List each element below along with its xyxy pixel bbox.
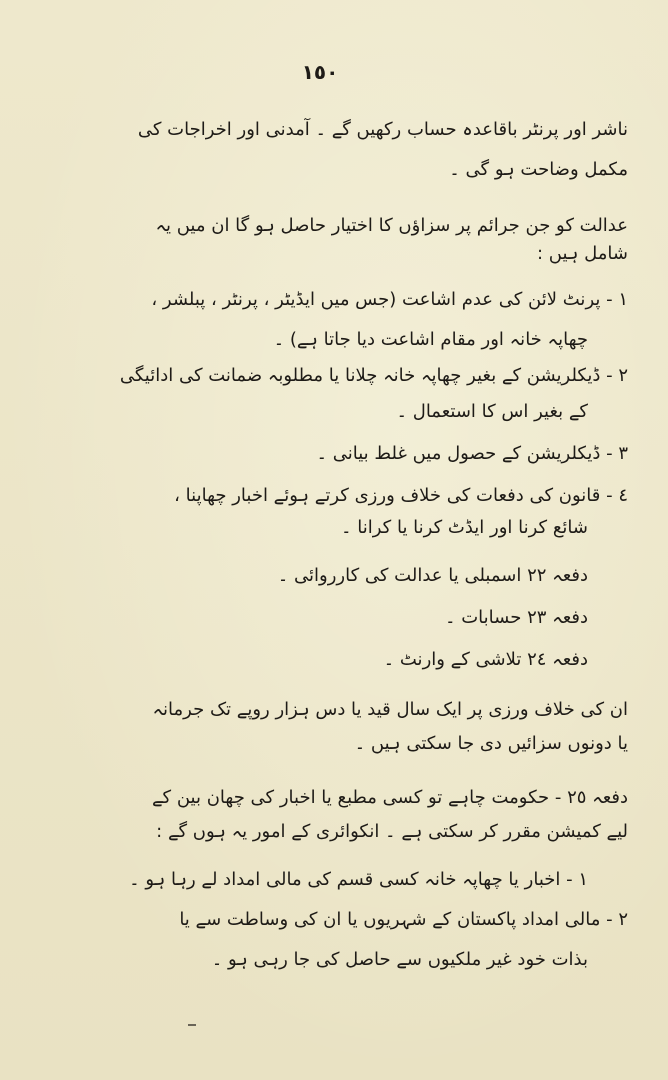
page-number: ١٥٠ [301, 60, 339, 84]
text-line-12: دفعہ ٢٢ اسمبلی یا عدالت کی کارروائی ۔ [277, 565, 588, 586]
text-line-9: ٣ - ڈیکلریشن کے حصول میں غلط بیانی ۔ [316, 443, 628, 464]
text-line-1: ناشر اور پرنٹر باقاعدہ حساب رکھیں گے ۔ آمدنی اور اخراجات کی [137, 119, 628, 140]
text-line-19: ١ - اخبار یا چھاپہ خانہ کسی قسم کی مالی امداد لے رہا ہو ۔ [129, 869, 588, 890]
text-line-17: دفعہ ٢٥ - حکومت چاہے تو کسی مطبع یا اخبار کی چھان بین کے [151, 787, 628, 808]
text-line-8: کے بغیر اس کا استعمال ۔ [396, 401, 588, 422]
text-line-10: ٤ - قانون کی دفعات کی خلاف ورزی کرتے ہوئے اخبار چھاپنا ، [174, 485, 628, 506]
text-line-21: بذات خود غیر ملکیوں سے حاصل کی جا رہی ہو ۔ [211, 949, 588, 970]
text-line-20: ٢ - مالی امداد پاکستان کے شہریوں یا ان کی وساطت سے یا [179, 909, 628, 930]
text-line-5: ١ - پرنٹ لائن کی عدم اشاعت (جس میں ایڈیٹر ، پرنٹر ، پبلشر ، [151, 289, 628, 310]
text-line-14: دفعہ ٢٤ تلاشی کے وارنٹ ۔ [383, 649, 588, 670]
text-line-7: ٢ - ڈیکلریشن کے بغیر چھاپہ خانہ چلانا یا مطلوبہ ضمانت کی ادائیگی [119, 365, 628, 386]
text-line-15: ان کی خلاف ورزی پر ایک سال قید یا دس ہزار روپے تک جرمانہ [152, 699, 628, 720]
text-line-4: شامل ہیں : [536, 243, 628, 264]
text-line-16: یا دونوں سزائیں دی جا سکتی ہیں ۔ [354, 733, 628, 754]
text-line-18: لیے کمیشن مقرر کر سکتی ہے ۔ انکوائری کے امور یہ ہوں گے : [156, 821, 628, 842]
page-mark [188, 1024, 196, 1026]
text-line-2: مکمل وضاحت ہو گی ۔ [449, 159, 628, 180]
text-line-3: عدالت کو جن جرائم پر سزاؤں کا اختیار حاصل ہو گا ان میں یہ [155, 215, 628, 236]
text-line-6: چھاپہ خانہ اور مقام اشاعت دیا جاتا ہے) ۔ [273, 329, 588, 350]
text-line-13: دفعہ ٢٣ حسابات ۔ [444, 607, 588, 628]
text-line-11: شائع کرنا اور ایڈٹ کرنا یا کرانا ۔ [340, 517, 588, 538]
